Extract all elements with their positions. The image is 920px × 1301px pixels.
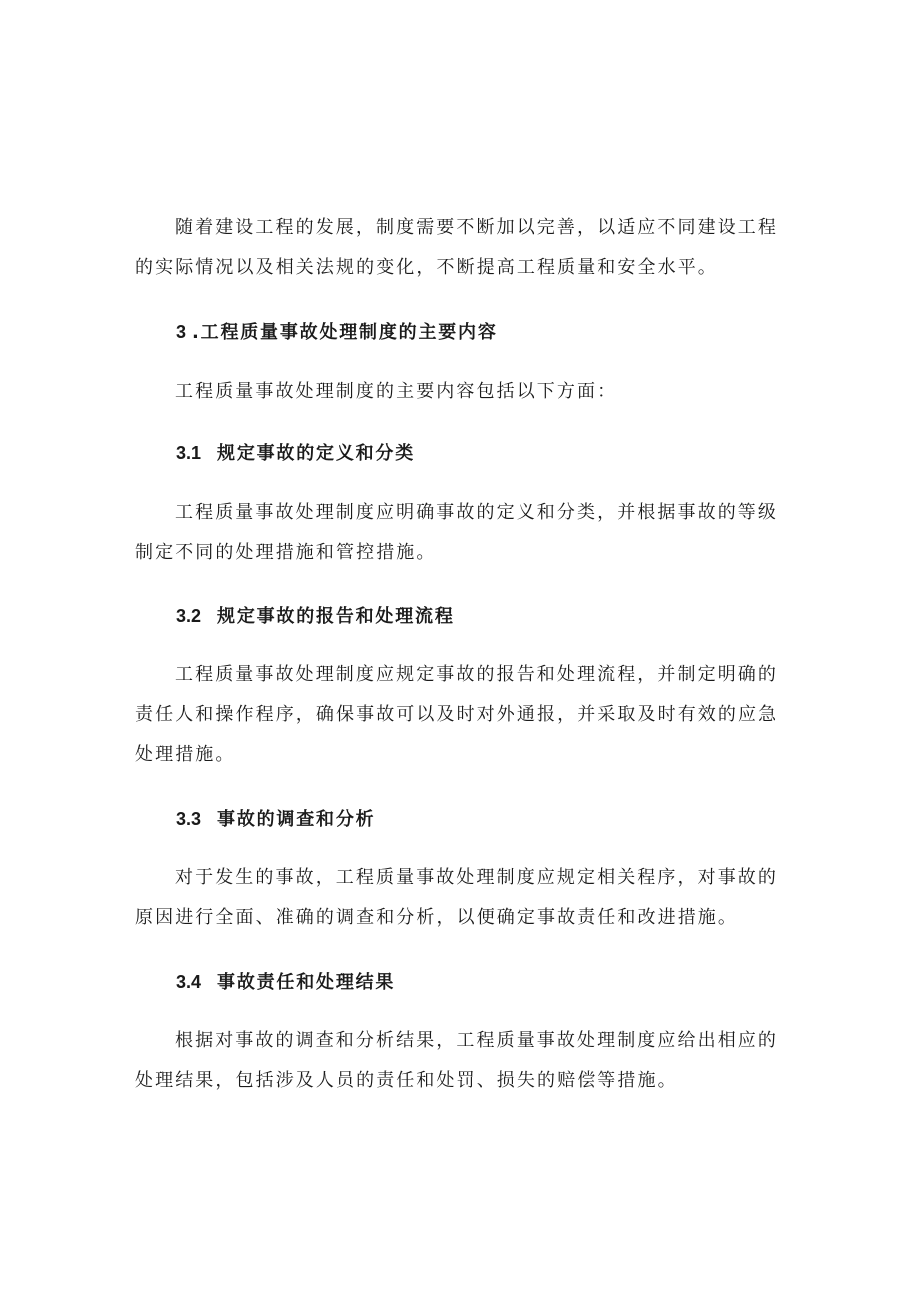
subsection-body-3-1: 工程质量事故处理制度应明确事故的定义和分类，并根据事故的等级制定不同的处理措施和管控措施。 [135, 502, 778, 563]
subsection-number: 3.1 [176, 443, 202, 463]
section-3-intro: 工程质量事故处理制度的主要内容包括以下方面： [175, 381, 618, 402]
subsection-title: 规定事故的报告和处理流程 [217, 606, 455, 627]
subsection-number: 3.3 [176, 809, 202, 829]
section-3-number: 3 [176, 322, 187, 342]
subsection-body-3-4: 根据对事故的调查和分析结果，工程质量事故处理制度应给出相应的处理结果，包括涉及人员的责任和处罚、损失的赔偿等措施。 [135, 1030, 778, 1091]
subsection-title: 事故责任和处理结果 [217, 972, 396, 993]
subsection-title: 事故的调查和分析 [217, 809, 376, 830]
section-3-heading [176, 318, 498, 347]
intro-paragraph: 随着建设工程的发展，制度需要不断加以完善，以适应不同建设工程的实际情况以及相关法规的变化，不断提高工程质量和安全水平。 [135, 217, 778, 278]
subsection-heading-3-2 [176, 602, 455, 631]
subsection-heading-3-3 [176, 805, 375, 834]
subsection-title: 规定事故的定义和分类 [217, 443, 416, 464]
section-3-title: .工程质量事故处理制度的主要内容 [192, 322, 498, 343]
subsection-body-3-2: 工程质量事故处理制度应规定事故的报告和处理流程，并制定明确的责任人和操作程序，确保事故可以及时对外通报，并采取及时有效的应急处理措施。 [135, 664, 779, 765]
subsection-number: 3.2 [176, 606, 202, 626]
subsection-body-3-3: 对于发生的事故，工程质量事故处理制度应规定相关程序，对事故的原因进行全面、准确的调查和分析，以便确定事故责任和改进措施。 [135, 867, 778, 928]
subsection-heading-3-4 [176, 968, 395, 997]
subsection-number: 3.4 [176, 972, 202, 992]
subsection-heading-3-1 [176, 439, 415, 468]
